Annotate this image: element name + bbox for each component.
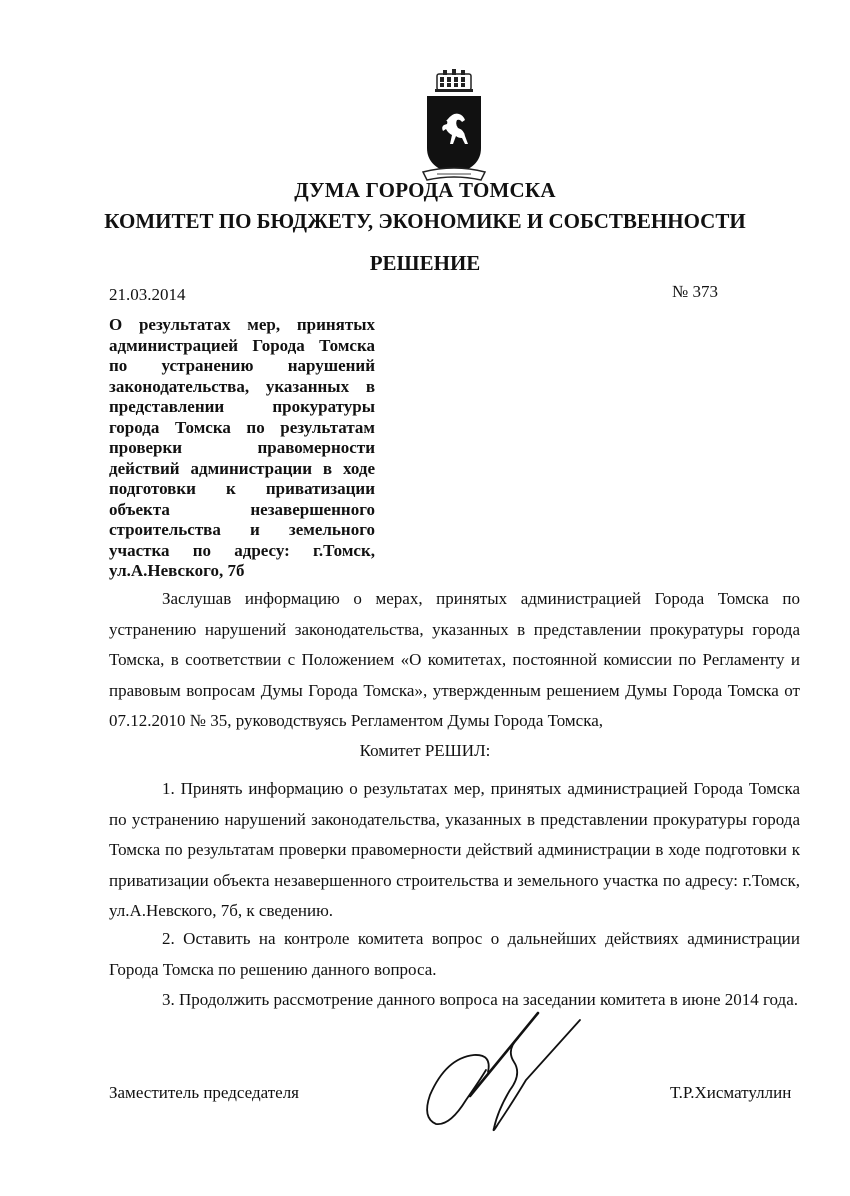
document-type: РЕШЕНИЕ	[369, 251, 481, 275]
decision-date: 21.03.2014	[109, 285, 186, 304]
tomsk-coat-of-arms-icon	[417, 68, 491, 186]
resolution-item-1: 1. Принять информацию о результатах мер, принятых администрацией Города Томска по устранению нарушений законодательства, указанных в представлении прокуратуры города Томска по результатам проверки правомерности действий администрации в ходе подготовки к приватизации объекта незавершенного строительства и земельного участка по адресу: г.Томск, ул.А.Невского, 7б, к сведению.	[109, 779, 800, 920]
resolved-heading: Комитет РЕШИЛ:	[359, 741, 491, 760]
signatory-name: Т.Р.Хисматуллин	[670, 1083, 792, 1102]
decision-subject: О результатах мер, принятых администрацией Города Томска по устранению нарушений законодательства, указанных в представлении прокуратуры города Томска по результатам проверки правомерности действий администрации в ходе подготовки к приватизации объекта незавершенного строительства и земельного участка по адресу: г.Томск, ул.А.Невского, 7б	[109, 315, 375, 580]
preamble-paragraph: Заслушав информацию о мерах, принятых администрацией Города Томска по устранению нарушений законодательства, указанных в представлении прокуратуры города Томска, в соответствии с Положением «О комитетах, постоянной комиссии по Регламенту и правовым вопросам Думы Города Томска», утвержденным решением Думы Города Томска от 07.12.2010 № 35, руководствуясь Регламентом Думы Города Томска,	[109, 589, 800, 730]
resolution-item-3: 3. Продолжить рассмотрение данного вопроса на заседании комитета в июне 2014 года.	[162, 990, 799, 1009]
signatory-role: Заместитель председателя	[109, 1083, 299, 1102]
resolution-item-2: 2. Оставить на контроле комитета вопрос о дальнейших действиях администрации Города Томска по решению данного вопроса.	[109, 929, 800, 979]
committee-title: КОМИТЕТ ПО БЮДЖЕТУ, ЭКОНОМИКЕ И СОБСТВЕННОСТИ	[104, 209, 746, 233]
organization-title: ДУМА ГОРОДА ТОМСКА	[294, 178, 556, 202]
handwritten-signature-icon	[410, 1000, 590, 1135]
decision-number: № 373	[672, 282, 718, 301]
